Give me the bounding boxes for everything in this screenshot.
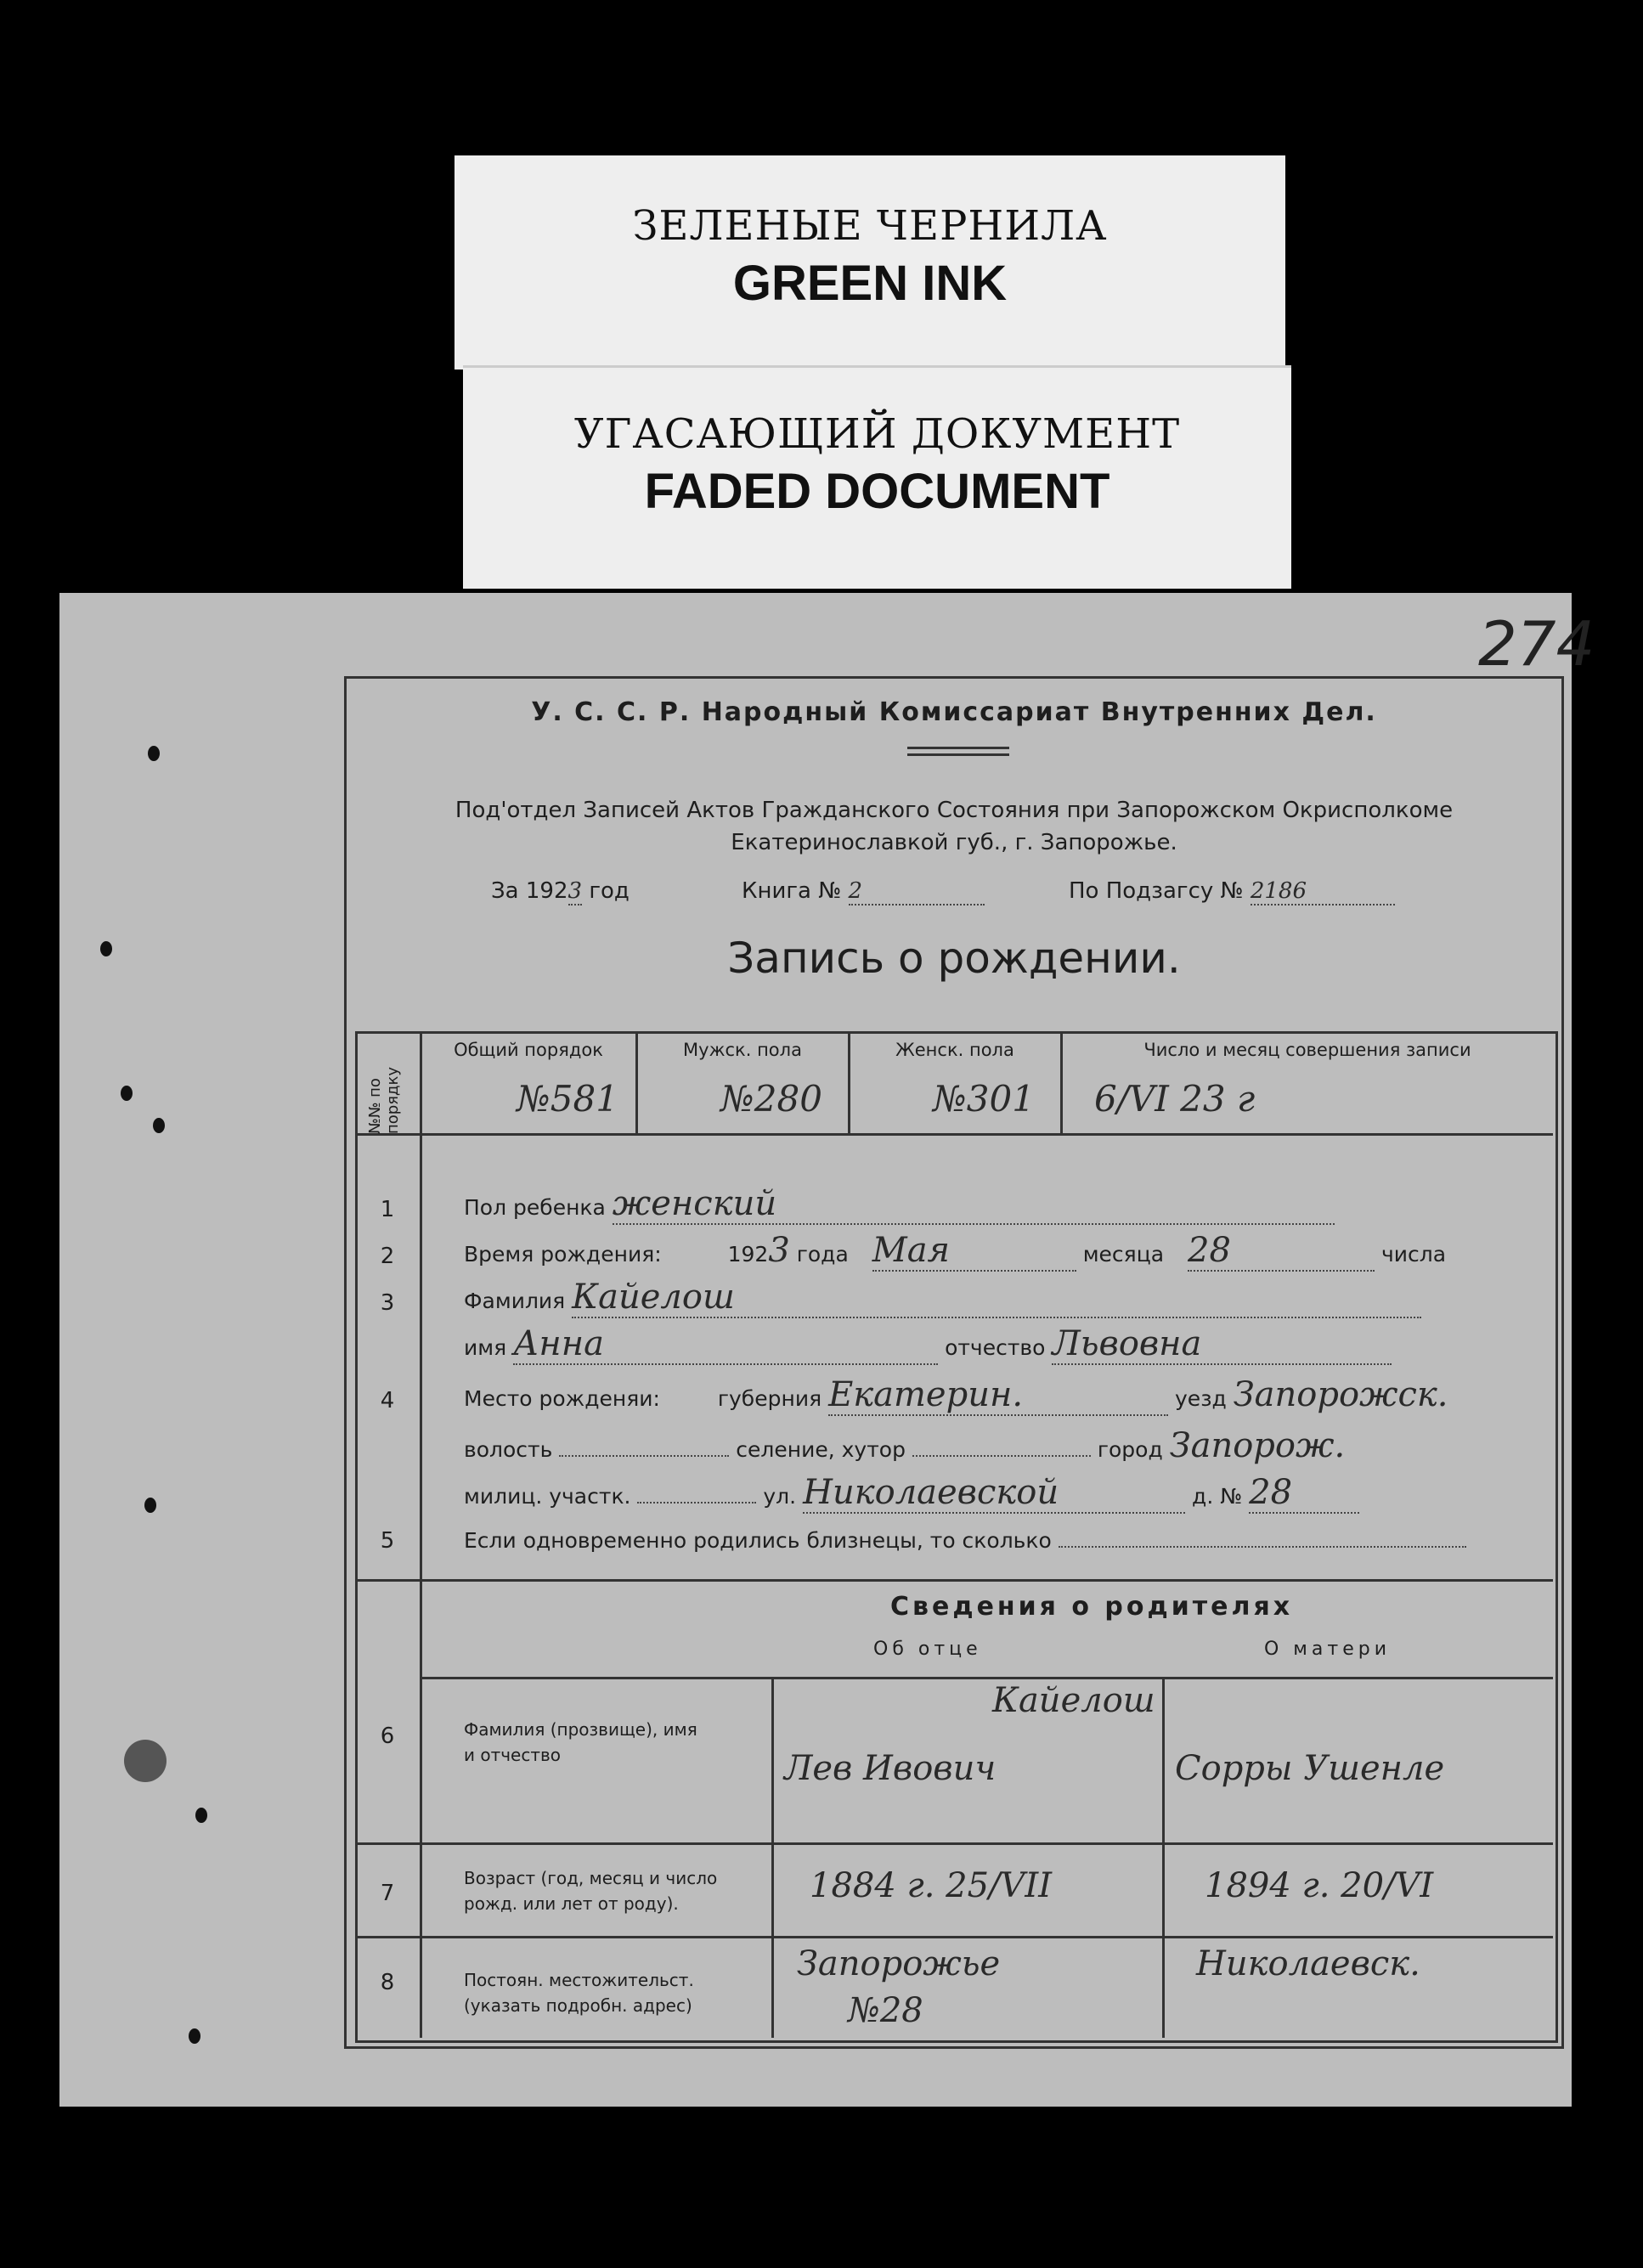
residence-label-2: (указать подробн. адрес): [464, 1995, 692, 2016]
street-value: Николаевской: [803, 1473, 1185, 1514]
city-value: Запорож.: [1169, 1426, 1346, 1465]
date-value: 6/VI 23 г: [1094, 1078, 1256, 1120]
row-number: 5: [380, 1528, 395, 1554]
year-value: 3: [567, 878, 583, 904]
document-sheet: [59, 593, 1595, 2107]
subzags-value: 2186: [1251, 878, 1395, 906]
green-ink-label: [455, 155, 1285, 370]
birth-month-value: Мая: [872, 1231, 1076, 1272]
name-row: имя Анна отчество Львовна: [464, 1324, 1392, 1365]
row-number: 2: [380, 1244, 395, 1269]
row-number: 6: [380, 1724, 395, 1749]
row-number: 3: [380, 1290, 395, 1316]
parent-name-label-2: и отчество: [464, 1745, 562, 1765]
punch-hole: [195, 1808, 207, 1823]
police-row: милиц. участк. ул. Николаевской д. № 28: [464, 1473, 1359, 1514]
parents-surname-value: Кайелош: [992, 1681, 1155, 1720]
birth-time-row: Время рождения: 1923 года Мая месяца 28 числа: [464, 1231, 1447, 1270]
sex-row: Пол ребенка женский: [464, 1184, 1335, 1225]
father-name-value: Лев Ивович: [784, 1749, 997, 1788]
father-residence-number: №28: [848, 1991, 923, 2030]
birthplace-row: Место рожденяи: губерния Екатерин. уезд Запорожск.: [464, 1375, 1448, 1414]
age-label-2: рожд. или лет от роду).: [464, 1893, 679, 1914]
punch-hole: [121, 1086, 133, 1101]
page-title: Запись о рождении.: [727, 934, 1181, 983]
col-general: Общий порядок: [454, 1040, 603, 1060]
surname-row: Фамилия Кайелош: [464, 1278, 1421, 1318]
general-value: №581: [517, 1078, 618, 1120]
province-value: Екатерин.: [828, 1375, 1168, 1416]
form-header: У. С. С. Р. Народный Комиссариат Внутренних Дел.: [531, 697, 1377, 727]
parent-name-label-1: Фамилия (прозвище), имя: [464, 1719, 697, 1740]
residence-label-1: Постоян. местожительст.: [464, 1970, 694, 1990]
father-age-value: 1884 г. 25/VII: [810, 1866, 1053, 1905]
green-ink-ru: ЗЕЛЕНЫЕ ЧЕРНИЛА: [632, 202, 1108, 250]
patronymic-value: Львовна: [1052, 1324, 1392, 1365]
divider: [907, 747, 1009, 749]
punch-hole: [189, 2028, 200, 2044]
male-value: №280: [720, 1078, 822, 1120]
book-field: Книга № 2: [742, 878, 985, 906]
sex-value: женский: [613, 1184, 1335, 1225]
row-number: 7: [380, 1881, 395, 1906]
volost-row: волость селение, хутор город Запорож.: [464, 1426, 1346, 1465]
subzags-field: По Подзагсу № 2186: [1069, 878, 1395, 906]
age-label-1: Возраст (год, месяц и число: [464, 1868, 718, 1888]
punch-hole: [144, 1498, 156, 1513]
row-number: 1: [380, 1197, 395, 1222]
punch-hole: [148, 746, 160, 761]
row-number: 8: [380, 1970, 395, 1995]
form-subheader-1: Под'отдел Записей Актов Гражданского Состояния при Запорожском Окрисполкоме: [455, 798, 1454, 823]
row-number: 4: [380, 1388, 395, 1413]
punch-hole: [124, 1740, 167, 1782]
col-female: Женск. пола: [895, 1040, 1014, 1060]
col-date: Число и месяц совершения записи: [1143, 1040, 1471, 1060]
faded-en: FADED DOCUMENT: [644, 464, 1110, 519]
faded-ru: УГАСАЮЩИЙ ДОКУМЕНТ: [573, 410, 1181, 458]
twins-row: Если одновременно родились близнецы, то сколько: [464, 1528, 1466, 1553]
mother-residence-value: Николаевск.: [1196, 1944, 1420, 1983]
female-value: №301: [933, 1078, 1035, 1120]
father-header: Об отце: [873, 1639, 982, 1660]
mother-header: О матери: [1264, 1639, 1392, 1660]
archive-number: 274: [1478, 608, 1595, 680]
form-subheader-2: Екатеринославкой губ., г. Запорожье.: [731, 830, 1177, 855]
green-ink-en: GREEN INK: [732, 256, 1008, 311]
punch-hole: [100, 941, 112, 956]
row-number-header: №№ по порядку: [366, 1066, 402, 1134]
col-male: Мужск. пола: [683, 1040, 802, 1060]
mother-name-value: Сорры Ушенле: [1175, 1749, 1445, 1788]
name-value: Анна: [513, 1324, 938, 1365]
birth-record-form: [344, 676, 1564, 2049]
parents-title: Сведения о родителях: [890, 1592, 1294, 1622]
faded-document-label: [463, 365, 1291, 589]
book-value: 2: [849, 878, 985, 906]
punch-hole: [153, 1118, 165, 1133]
father-residence-value: Запорожье: [797, 1944, 1001, 1983]
house-value: 28: [1249, 1473, 1359, 1514]
divider: [907, 753, 1009, 756]
district-value: Запорожск.: [1233, 1375, 1448, 1414]
mother-age-value: 1894 г. 20/VI: [1205, 1866, 1434, 1905]
surname-value: Кайелош: [572, 1278, 1421, 1318]
year-field: За 1923 год: [491, 878, 630, 904]
birth-day-value: 28: [1188, 1231, 1375, 1272]
